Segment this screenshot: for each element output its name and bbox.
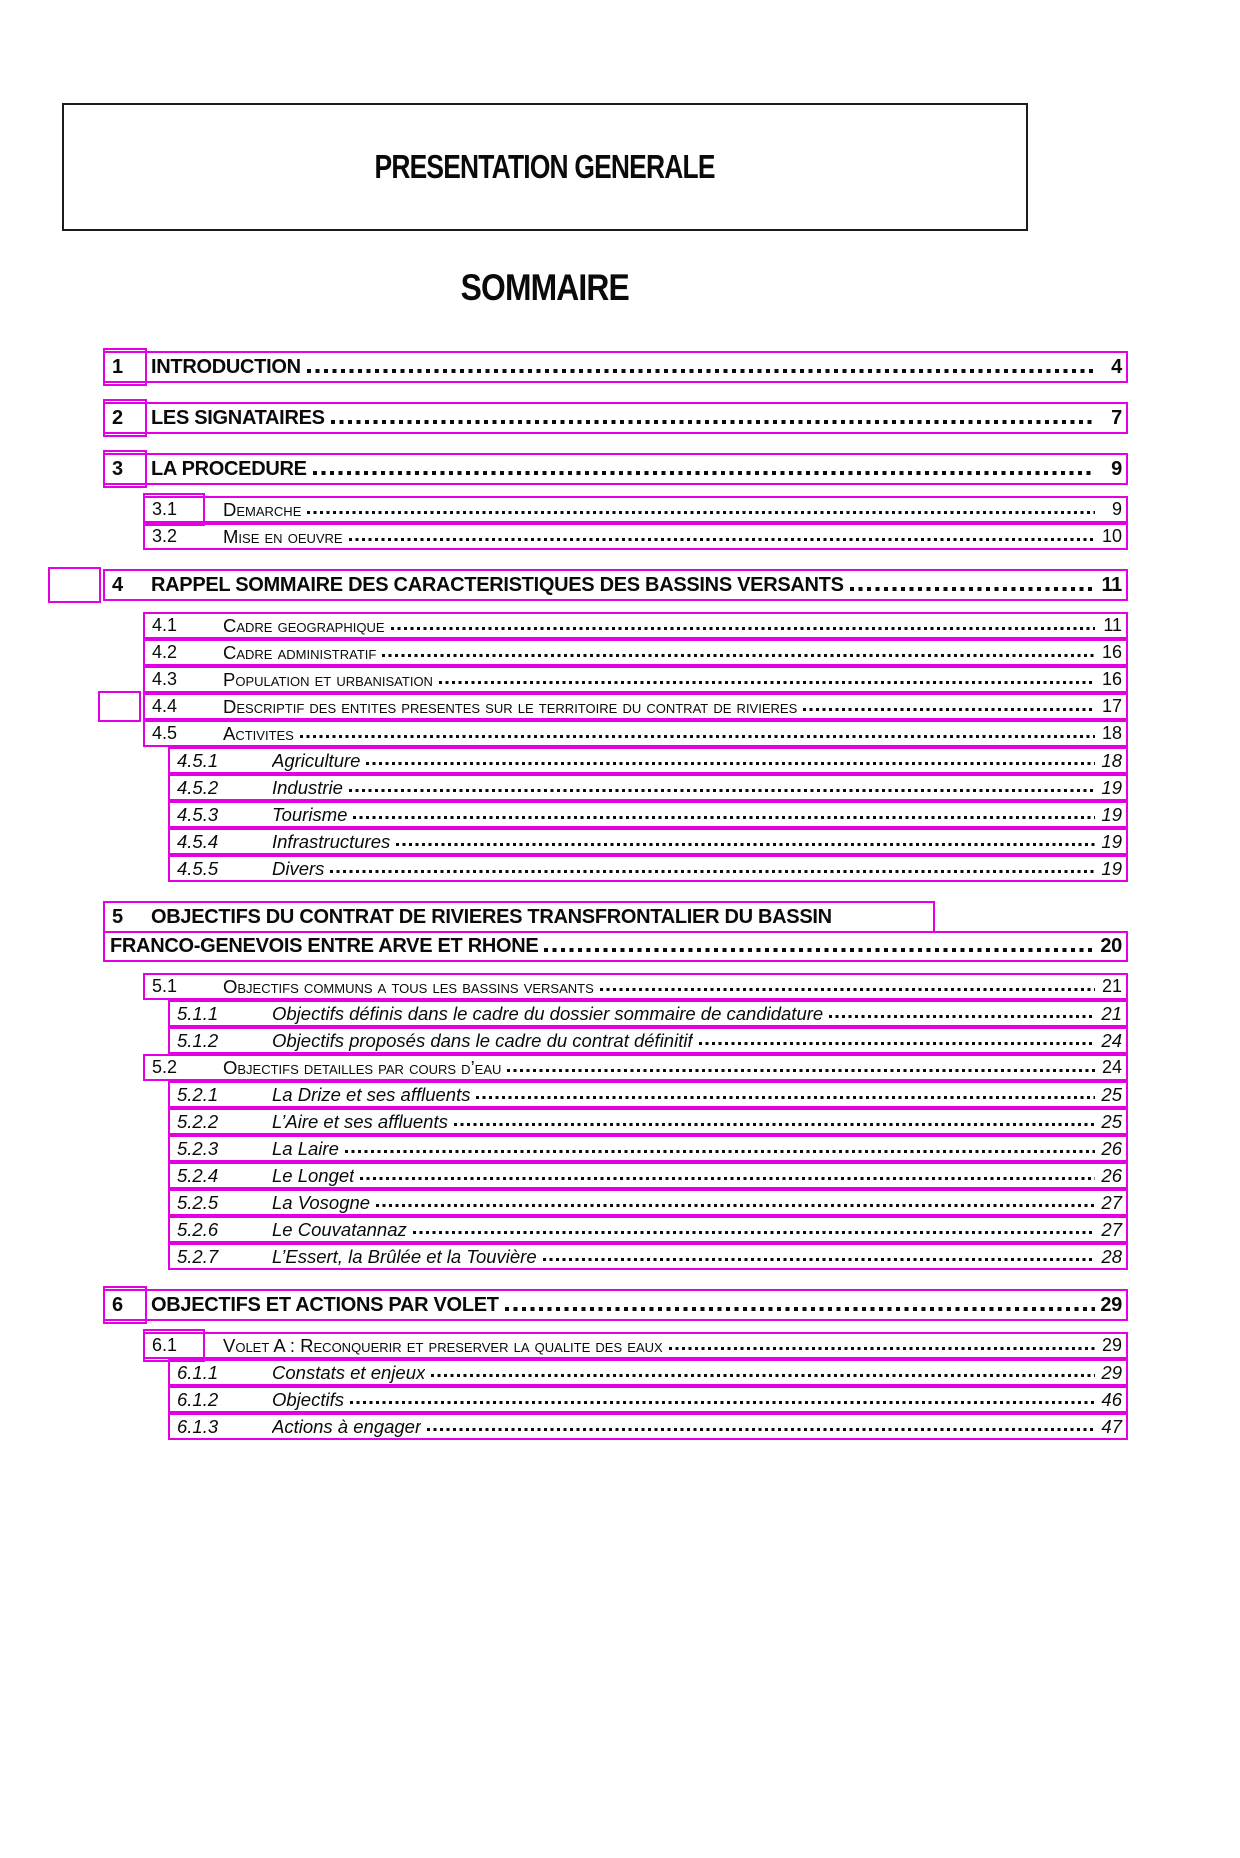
- toc-entry-page-number: 21: [1101, 1002, 1122, 1024]
- toc-entry-3[interactable]: [103, 453, 1128, 485]
- toc-entry-5.2[interactable]: [143, 1054, 1128, 1081]
- toc-entry-page-number: 26: [1101, 1137, 1122, 1159]
- toc-entry-4.5.4[interactable]: [168, 828, 1128, 855]
- dot-leader: [376, 1204, 1095, 1207]
- toc-entry-title: Tourisme: [272, 803, 348, 825]
- toc-entry-page-number: 29: [1101, 1335, 1122, 1355]
- dot-leader: [413, 1231, 1095, 1234]
- toc-entry-5.2.1[interactable]: [168, 1081, 1128, 1108]
- dot-leader: [349, 789, 1095, 792]
- toc-entry-title: LES SIGNATAIRES: [151, 406, 325, 429]
- toc-entry-page-number: 21: [1101, 976, 1122, 996]
- toc-entry-title: Le Longet: [272, 1164, 355, 1186]
- toc-entry-number: 6.1.2: [177, 1388, 219, 1410]
- toc-entry-4.3[interactable]: [143, 666, 1128, 693]
- toc-entry-page-number: 27: [1101, 1191, 1122, 1213]
- toc-entry-page-number: 10: [1101, 526, 1122, 546]
- toc-entry-number: 4.1: [152, 615, 178, 635]
- toc-entry-5[interactable]: [103, 901, 935, 933]
- toc-entry-number: 4: [112, 573, 123, 596]
- dot-leader: [345, 1150, 1095, 1153]
- toc-entry-page-number: 20: [1100, 935, 1122, 957]
- toc-entry-page-number: 9: [1111, 499, 1122, 519]
- toc-entry-page-number: 19: [1101, 776, 1122, 798]
- toc-entry-page-number: 18: [1101, 723, 1122, 743]
- toc-entry-4.5.5[interactable]: [168, 855, 1128, 882]
- toc-entry-6.1[interactable]: [143, 1332, 1128, 1359]
- toc-entry-page-number: 47: [1101, 1415, 1122, 1437]
- dot-leader: [803, 708, 1095, 711]
- toc-entry-6.1.2[interactable]: [168, 1386, 1128, 1413]
- toc-entry-page-number: 25: [1101, 1083, 1122, 1105]
- dot-leader: [544, 948, 1095, 952]
- dot-leader: [600, 988, 1095, 991]
- dot-leader: [505, 1307, 1095, 1311]
- toc-entry-title: Population et urbanisation: [223, 668, 433, 690]
- toc-entry-title: Objectifs detailles par cours d’eau: [223, 1056, 502, 1078]
- toc-entry-page-number: 9: [1111, 457, 1122, 480]
- toc-entry-title: Volet A : Reconquerir et preserver la qualite des eaux: [223, 1334, 663, 1356]
- toc-entry-4[interactable]: [103, 569, 1128, 601]
- toc-entry-title: L’Essert, la Brûlée et la Touvière: [272, 1245, 537, 1267]
- toc-entry-4.2[interactable]: [143, 639, 1128, 666]
- toc-entry-number: 5.2.4: [177, 1164, 219, 1186]
- toc-entry-number: 5.2.6: [177, 1218, 219, 1240]
- dot-leader: [307, 511, 1095, 514]
- dot-leader: [427, 1428, 1095, 1431]
- toc-entry-page-number: 17: [1101, 696, 1122, 716]
- toc-entry-number: 3: [112, 457, 123, 480]
- dot-leader: [669, 1347, 1095, 1350]
- toc-entry-number: 4.2: [152, 642, 178, 662]
- toc-entry-title: La Vosogne: [272, 1191, 371, 1213]
- toc-entry-3.2[interactable]: [143, 523, 1128, 550]
- link-annotation-box: [48, 567, 101, 603]
- toc-entry-title: Objectifs: [272, 1388, 344, 1410]
- toc-entry-title: Divers: [272, 857, 325, 879]
- toc-entry-number: 6.1.3: [177, 1415, 219, 1437]
- toc-entry-5.1.1[interactable]: [168, 1000, 1128, 1027]
- toc-entry-title: La Laire: [272, 1137, 339, 1159]
- toc-entry-title: Actions à engager: [272, 1415, 422, 1437]
- toc-entry-page-number: 16: [1101, 642, 1122, 662]
- toc-entry-number: 4.3: [152, 669, 178, 689]
- toc-entry-number: 5.2: [152, 1057, 178, 1077]
- toc-entry-5.2.5[interactable]: [168, 1189, 1128, 1216]
- toc-entry-page-number: 4: [1111, 355, 1122, 378]
- toc-entry-page-number: 24: [1101, 1057, 1122, 1077]
- toc-entry-title: Constats et enjeux: [272, 1361, 426, 1383]
- toc-entry-number: 4.4: [152, 696, 178, 716]
- toc-entry-number: 2: [112, 406, 123, 429]
- dot-leader: [543, 1258, 1095, 1261]
- toc-entry-page-number: 7: [1111, 406, 1122, 429]
- dot-leader: [431, 1374, 1095, 1377]
- toc-entry-4.5.3[interactable]: [168, 801, 1128, 828]
- toc-entry-title-continued: FRANCO-GENEVOIS ENTRE ARVE ET RHONE: [110, 935, 539, 957]
- toc-entry-title: Activites: [223, 722, 294, 744]
- presentation-generale-header-box: [62, 103, 1028, 231]
- toc-entry-6.1.3[interactable]: [168, 1413, 1128, 1440]
- toc-entry-page-number: 16: [1101, 669, 1122, 689]
- toc-entry-page-number: 27: [1101, 1218, 1122, 1240]
- dot-leader: [699, 1042, 1095, 1045]
- toc-entry-number: 4.5.4: [177, 830, 219, 852]
- toc-entry-page-number: 29: [1100, 1293, 1122, 1316]
- toc-entry-title: Objectifs définis dans le cadre du dossier sommaire de candidature: [272, 1002, 824, 1024]
- toc-entry-title: RAPPEL SOMMAIRE DES CARACTERISTIQUES DES BASSINS VERSANTS: [151, 573, 844, 596]
- toc-entry-number: 1: [112, 355, 123, 378]
- toc-entry-5.1.2[interactable]: [168, 1027, 1128, 1054]
- dot-leader: [439, 681, 1095, 684]
- toc-entry-page-number: 18: [1101, 749, 1122, 771]
- toc-entry-title: INTRODUCTION: [151, 355, 301, 378]
- toc-entry-number: 6: [112, 1293, 123, 1316]
- toc-entry-title: Objectifs proposés dans le cadre du contrat définitif: [272, 1029, 693, 1051]
- toc-entry-2[interactable]: [103, 402, 1128, 434]
- toc-entry-5.1[interactable]: [143, 973, 1128, 1000]
- toc-entry-6.1.1[interactable]: [168, 1359, 1128, 1386]
- toc-entry-4.1[interactable]: [143, 612, 1128, 639]
- toc-entry-page-number: 29: [1101, 1361, 1122, 1383]
- toc-entry-3.1[interactable]: [143, 496, 1128, 523]
- toc-entry-title: Agriculture: [272, 749, 361, 771]
- dot-leader: [330, 870, 1095, 873]
- toc-entry-5.2.4[interactable]: [168, 1162, 1128, 1189]
- toc-entry-number: 4.5.5: [177, 857, 219, 879]
- toc-entry-page-number: 19: [1101, 803, 1122, 825]
- toc-heading: SOMMAIRE: [460, 267, 630, 308]
- toc-entry-6[interactable]: [103, 1289, 1128, 1321]
- toc-entry-title: Infrastructures: [272, 830, 391, 852]
- toc-entry-title: Cadre geographique: [223, 614, 385, 636]
- toc-entry-page-number: 24: [1101, 1029, 1122, 1051]
- toc-entry-4.5[interactable]: [143, 720, 1128, 747]
- dot-leader: [366, 762, 1095, 765]
- toc-entry-number: 5.1.1: [177, 1002, 219, 1024]
- toc-entry-title: Demarche: [223, 498, 302, 520]
- dot-leader: [454, 1123, 1095, 1126]
- dot-leader: [396, 843, 1095, 846]
- toc-entry-title: OBJECTIFS DU CONTRAT DE RIVIERES TRANSFRONTALIER DU BASSIN: [151, 905, 832, 928]
- toc-entry-page-number: 25: [1101, 1110, 1122, 1132]
- toc-entry-4.4[interactable]: [143, 693, 1128, 720]
- toc-entry-page-number: 11: [1103, 615, 1122, 635]
- toc-entry-number: 3.1: [152, 499, 178, 519]
- dot-leader: [476, 1096, 1095, 1099]
- toc-entry-5.2.6[interactable]: [168, 1216, 1128, 1243]
- dot-leader: [350, 1401, 1095, 1404]
- toc-entry-number: 5.1: [152, 976, 178, 996]
- toc-entry-page-number: 19: [1101, 830, 1122, 852]
- toc-entry-5.2.3[interactable]: [168, 1135, 1128, 1162]
- toc-entry-5.2.7[interactable]: [168, 1243, 1128, 1270]
- toc-entry-number: 4.5.1: [177, 749, 219, 771]
- dot-leader: [313, 471, 1095, 475]
- toc-entry-title: La Drize et ses affluents: [272, 1083, 471, 1105]
- toc-entry-number: 6.1.1: [177, 1361, 219, 1383]
- dot-leader: [353, 816, 1095, 819]
- toc-entry-number: 5.2.7: [177, 1245, 219, 1267]
- toc-entry-number: 5.2.3: [177, 1137, 219, 1159]
- toc-entry-title: L’Aire et ses affluents: [272, 1110, 448, 1132]
- toc-entry-page-number: 26: [1101, 1164, 1122, 1186]
- toc-entry-4.5.1[interactable]: [168, 747, 1128, 774]
- dot-leader: [360, 1177, 1095, 1180]
- toc-entry-page-number: 28: [1101, 1245, 1122, 1267]
- toc-entry-page-number: 19: [1101, 857, 1122, 879]
- toc-entry-title: OBJECTIFS ET ACTIONS PAR VOLET: [151, 1293, 499, 1316]
- table-of-contents: [0, 351, 1240, 1440]
- toc-entry-5.2.2[interactable]: [168, 1108, 1128, 1135]
- dot-leader: [382, 654, 1095, 657]
- dot-leader: [829, 1015, 1095, 1018]
- toc-entry-number: 6.1: [152, 1335, 178, 1355]
- toc-entry-title: Mise en oeuvre: [223, 525, 343, 547]
- toc-entry-page-number: 46: [1101, 1388, 1122, 1410]
- toc-entry-number: 5.1.2: [177, 1029, 219, 1051]
- dot-leader: [331, 420, 1095, 424]
- toc-entry-title: Descriptif des entites presentes sur le territoire du contrat de rivieres: [223, 695, 798, 717]
- toc-entry-title: LA PROCEDURE: [151, 457, 307, 480]
- toc-entry-1[interactable]: [103, 351, 1128, 383]
- toc-entry-number: 5.2.1: [177, 1083, 219, 1105]
- dot-leader: [507, 1069, 1095, 1072]
- toc-entry-number: 4.5.3: [177, 803, 219, 825]
- toc-entry-5-line2[interactable]: [103, 931, 1128, 962]
- toc-entry-number: 4.5: [152, 723, 178, 743]
- toc-entry-4.5.2[interactable]: [168, 774, 1128, 801]
- toc-entry-title: Cadre administratif: [223, 641, 377, 663]
- dot-leader: [850, 587, 1095, 591]
- toc-entry-number: 5.2.2: [177, 1110, 219, 1132]
- dot-leader: [391, 627, 1095, 630]
- toc-entry-number: 4.5.2: [177, 776, 219, 798]
- toc-entry-title: Objectifs communs a tous les bassins versants: [223, 975, 594, 997]
- toc-entry-number: 5.2.5: [177, 1191, 219, 1213]
- page-title: PRESENTATION GENERALE: [374, 148, 716, 185]
- toc-entry-number: 3.2: [152, 526, 178, 546]
- dot-leader: [300, 735, 1095, 738]
- toc-entry-number: 5: [112, 905, 123, 928]
- dot-leader: [349, 538, 1095, 541]
- link-annotation-box: [98, 691, 141, 722]
- toc-entry-page-number: 11: [1101, 573, 1122, 596]
- dot-leader: [307, 369, 1095, 373]
- toc-entry-title: Industrie: [272, 776, 343, 798]
- toc-entry-title: Le Couvatannaz: [272, 1218, 407, 1240]
